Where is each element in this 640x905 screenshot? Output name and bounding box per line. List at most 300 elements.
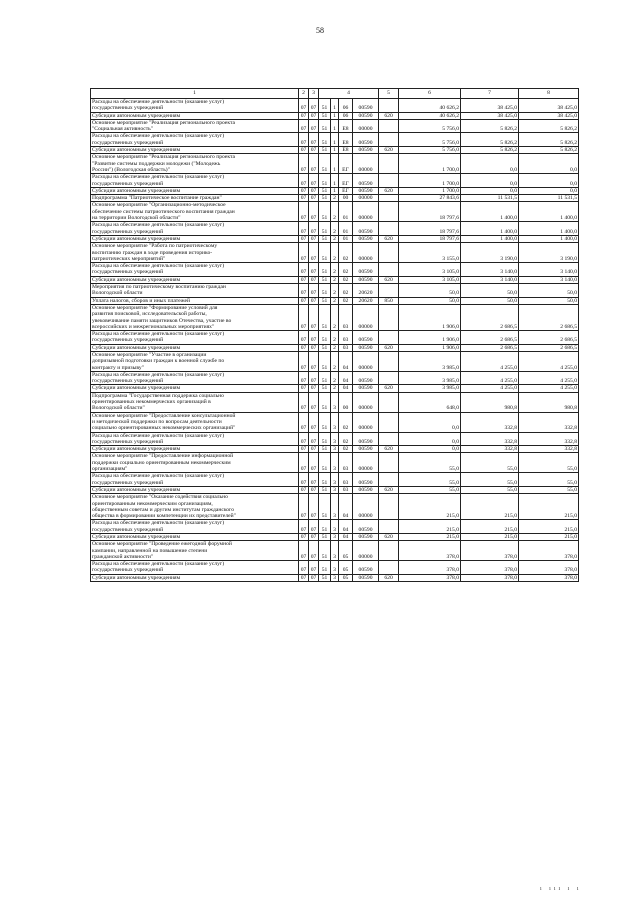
program-code-cell: 51 (319, 263, 331, 277)
amount-col-7-cell: 50,0 (461, 297, 519, 304)
expense-type-cell (379, 331, 399, 345)
section-code-cell: 07 (299, 304, 309, 330)
amount-col-8-cell: 11 531,5 (519, 195, 579, 202)
subsection-code-cell: 07 (309, 385, 319, 392)
section-code-cell: 07 (299, 284, 309, 298)
subprogram-code-cell: 3 (331, 473, 339, 487)
direction-code-cell: 00000 (353, 119, 379, 133)
header-col-5: 5 (379, 89, 399, 99)
subprogram-code-cell: 2 (331, 276, 339, 283)
subsection-code-cell: 07 (309, 331, 319, 345)
direction-code-cell: 00000 (353, 351, 379, 371)
amount-col-7-cell: 38 425,0 (461, 112, 519, 119)
section-code-cell: 07 (299, 392, 309, 412)
expense-type-cell (379, 154, 399, 174)
expense-type-cell: 850 (379, 297, 399, 304)
row-name-cell: Основное мероприятие "Организационно-методическое обеспечение системы патриотического воспитания граждан на территории Вологодской области" (91, 202, 299, 222)
expense-type-cell (379, 541, 399, 561)
header-col-4: 4 (319, 89, 379, 99)
table-row (91, 112, 579, 119)
table-row (91, 147, 579, 154)
amount-col-8-cell: 5 826,2 (519, 147, 579, 154)
program-code-cell: 51 (319, 174, 331, 188)
program-code-cell: 51 (319, 473, 331, 487)
activity-code-cell: 01 (339, 202, 353, 222)
program-code-cell: 51 (319, 297, 331, 304)
table-row (91, 541, 579, 561)
direction-code-cell: 00590 (353, 147, 379, 154)
direction-code-cell: 00590 (353, 187, 379, 194)
amount-col-7-cell: 332,8 (461, 446, 519, 453)
expense-type-cell (379, 304, 399, 330)
expense-type-cell (379, 412, 399, 432)
amount-col-8-cell: 378,0 (519, 561, 579, 575)
activity-code-cell: 01 (339, 222, 353, 236)
amount-col-8-cell: 4 255,0 (519, 385, 579, 392)
amount-col-7-cell: 0,0 (461, 187, 519, 194)
subsection-code-cell: 07 (309, 202, 319, 222)
expense-type-cell (379, 371, 399, 385)
program-code-cell: 51 (319, 574, 331, 581)
amount-col-6-cell: 0,0 (399, 432, 461, 446)
amount-col-6-cell: 1 906,0 (399, 304, 461, 330)
row-name-cell: Субсидии автономным учреждениям (91, 276, 299, 283)
subsection-code-cell: 07 (309, 453, 319, 473)
amount-col-8-cell: 215,0 (519, 534, 579, 541)
section-code-cell: 07 (299, 276, 309, 283)
amount-col-8-cell: 3 140,0 (519, 276, 579, 283)
program-code-cell: 51 (319, 195, 331, 202)
table-row (91, 561, 579, 575)
section-code-cell: 07 (299, 119, 309, 133)
amount-col-6-cell: 215,0 (399, 520, 461, 534)
header-col-2: 2 (299, 89, 309, 99)
table-row (91, 235, 579, 242)
program-code-cell: 51 (319, 371, 331, 385)
row-name-cell: Расходы на обеспечение деятельности (оказание услуг) государственных учреждений (91, 331, 299, 345)
amount-col-6-cell: 3 985,0 (399, 351, 461, 371)
amount-col-6-cell: 50,0 (399, 297, 461, 304)
subprogram-code-cell: 2 (331, 331, 339, 345)
subsection-code-cell: 07 (309, 284, 319, 298)
row-name-cell: Расходы на обеспечение деятельности (оказание услуг) государственных учреждений (91, 473, 299, 487)
amount-col-8-cell: 2 686,5 (519, 331, 579, 345)
amount-col-8-cell: 50,0 (519, 297, 579, 304)
amount-col-7-cell: 215,0 (461, 494, 519, 520)
amount-col-8-cell: 55,0 (519, 453, 579, 473)
page-number: 58 (316, 26, 324, 35)
subsection-code-cell: 07 (309, 304, 319, 330)
amount-col-7-cell: 55,0 (461, 453, 519, 473)
header-col-8: 8 (519, 89, 579, 99)
direction-code-cell: 20620 (353, 284, 379, 298)
header-col-3: 3 (309, 89, 319, 99)
table-row (91, 486, 579, 493)
subprogram-code-cell: 1 (331, 119, 339, 133)
direction-code-cell: 00590 (353, 446, 379, 453)
row-name-cell: Расходы на обеспечение деятельности (оказание услуг) государственных учреждений (91, 520, 299, 534)
program-code-cell: 51 (319, 112, 331, 119)
amount-col-7-cell: 1 400,0 (461, 222, 519, 236)
amount-col-7-cell: 3 190,0 (461, 243, 519, 263)
program-code-cell: 51 (319, 331, 331, 345)
subprogram-code-cell: 2 (331, 304, 339, 330)
subsection-code-cell: 07 (309, 154, 319, 174)
row-name-cell: Субсидии автономным учреждениям (91, 235, 299, 242)
section-code-cell: 07 (299, 174, 309, 188)
amount-col-6-cell: 1 906,0 (399, 344, 461, 351)
amount-col-7-cell: 980,8 (461, 392, 519, 412)
direction-code-cell: 00590 (353, 574, 379, 581)
direction-code-cell: 00590 (353, 520, 379, 534)
program-code-cell: 51 (319, 432, 331, 446)
program-code-cell: 51 (319, 385, 331, 392)
section-code-cell: 07 (299, 263, 309, 277)
expense-type-cell (379, 351, 399, 371)
row-name-cell: Субсидии автономным учреждениям (91, 147, 299, 154)
row-name-cell: Подпрограмма "Государственная поддержка социально ориентированных некоммерческих организаций в Вологодской области" (91, 392, 299, 412)
amount-col-6-cell: 18 797,6 (399, 235, 461, 242)
amount-col-6-cell: 3 985,0 (399, 371, 461, 385)
amount-col-8-cell: 332,8 (519, 412, 579, 432)
subprogram-code-cell: 1 (331, 174, 339, 188)
amount-col-6-cell: 40 626,2 (399, 112, 461, 119)
row-name-cell: Мероприятия по патриотическому воспитанию граждан Вологодской области (91, 284, 299, 298)
amount-col-6-cell: 215,0 (399, 494, 461, 520)
amount-col-8-cell: 215,0 (519, 520, 579, 534)
amount-col-8-cell: 2 686,5 (519, 344, 579, 351)
amount-col-7-cell: 11 531,5 (461, 195, 519, 202)
subprogram-code-cell: 3 (331, 486, 339, 493)
activity-code-cell: 03 (339, 344, 353, 351)
activity-code-cell: 04 (339, 351, 353, 371)
program-code-cell: 51 (319, 520, 331, 534)
activity-code-cell: 02 (339, 446, 353, 453)
amount-col-8-cell: 1 400,0 (519, 235, 579, 242)
expense-type-cell: 620 (379, 446, 399, 453)
direction-code-cell: 00590 (353, 534, 379, 541)
table-row (91, 574, 579, 581)
expense-type-cell: 620 (379, 385, 399, 392)
amount-col-7-cell: 3 140,0 (461, 263, 519, 277)
amount-col-6-cell: 3 155,0 (399, 243, 461, 263)
table-row (91, 174, 579, 188)
activity-code-cell: 05 (339, 541, 353, 561)
amount-col-7-cell: 0,0 (461, 154, 519, 174)
amount-col-7-cell: 5 826,2 (461, 119, 519, 133)
expense-type-cell: 620 (379, 344, 399, 351)
direction-code-cell: 00590 (353, 174, 379, 188)
section-code-cell: 07 (299, 574, 309, 581)
amount-col-8-cell: 55,0 (519, 486, 579, 493)
direction-code-cell: 00590 (353, 99, 379, 113)
activity-code-cell: 02 (339, 243, 353, 263)
table-row (91, 520, 579, 534)
activity-code-cell: 02 (339, 276, 353, 283)
amount-col-7-cell: 55,0 (461, 473, 519, 487)
subsection-code-cell: 07 (309, 574, 319, 581)
activity-code-cell: 02 (339, 263, 353, 277)
subprogram-code-cell: 2 (331, 263, 339, 277)
amount-col-8-cell: 1 400,0 (519, 222, 579, 236)
direction-code-cell: 00590 (353, 112, 379, 119)
amount-col-6-cell: 18 797,6 (399, 222, 461, 236)
subsection-code-cell: 07 (309, 561, 319, 575)
expense-type-cell (379, 494, 399, 520)
subsection-code-cell: 07 (309, 119, 319, 133)
expense-type-cell (379, 243, 399, 263)
program-code-cell: 51 (319, 276, 331, 283)
row-name-cell: Расходы на обеспечение деятельности (оказание услуг) государственных учреждений (91, 263, 299, 277)
table-row (91, 154, 579, 174)
amount-col-6-cell: 55,0 (399, 453, 461, 473)
direction-code-cell: 00000 (353, 304, 379, 330)
expense-type-cell: 620 (379, 574, 399, 581)
amount-col-8-cell: 3 140,0 (519, 263, 579, 277)
program-code-cell: 51 (319, 243, 331, 263)
amount-col-6-cell: 648,0 (399, 392, 461, 412)
amount-col-6-cell: 3 105,0 (399, 263, 461, 277)
amount-col-7-cell: 2 686,5 (461, 344, 519, 351)
subprogram-code-cell: 3 (331, 494, 339, 520)
subprogram-code-cell: 3 (331, 446, 339, 453)
expense-type-cell: 620 (379, 276, 399, 283)
program-code-cell: 51 (319, 187, 331, 194)
program-code-cell: 51 (319, 392, 331, 412)
amount-col-6-cell: 3 105,0 (399, 276, 461, 283)
row-name-cell: Субсидии автономным учреждениям (91, 574, 299, 581)
subsection-code-cell: 07 (309, 541, 319, 561)
subsection-code-cell: 07 (309, 371, 319, 385)
amount-col-7-cell: 215,0 (461, 520, 519, 534)
expense-type-cell (379, 195, 399, 202)
expense-type-cell (379, 119, 399, 133)
table-header-row (91, 89, 579, 99)
section-code-cell: 07 (299, 520, 309, 534)
table-row (91, 263, 579, 277)
subprogram-code-cell: 3 (331, 520, 339, 534)
direction-code-cell: 00590 (353, 486, 379, 493)
direction-code-cell: 00590 (353, 432, 379, 446)
subsection-code-cell: 07 (309, 432, 319, 446)
subsection-code-cell: 07 (309, 147, 319, 154)
subsection-code-cell: 07 (309, 297, 319, 304)
subprogram-code-cell: 3 (331, 453, 339, 473)
subsection-code-cell: 07 (309, 263, 319, 277)
direction-code-cell: 00590 (353, 276, 379, 283)
direction-code-cell: 00590 (353, 133, 379, 147)
program-code-cell: 51 (319, 412, 331, 432)
program-code-cell: 51 (319, 154, 331, 174)
amount-col-6-cell: 3 985,0 (399, 385, 461, 392)
expense-type-cell (379, 561, 399, 575)
program-code-cell: 51 (319, 494, 331, 520)
section-code-cell: 07 (299, 412, 309, 432)
activity-code-cell: 05 (339, 561, 353, 575)
expense-type-cell (379, 473, 399, 487)
section-code-cell: 07 (299, 371, 309, 385)
amount-col-8-cell: 4 255,0 (519, 371, 579, 385)
activity-code-cell: 02 (339, 284, 353, 298)
subprogram-code-cell: 3 (331, 432, 339, 446)
activity-code-cell: 03 (339, 486, 353, 493)
amount-col-8-cell: 5 826,2 (519, 119, 579, 133)
expense-type-cell: 620 (379, 147, 399, 154)
amount-col-7-cell: 215,0 (461, 534, 519, 541)
section-code-cell: 07 (299, 235, 309, 242)
row-name-cell: Основное мероприятие "Участие в организации допризывной подготовки граждан к военной службе по контракту и призыву" (91, 351, 299, 371)
direction-code-cell: 00590 (353, 331, 379, 345)
subprogram-code-cell: 1 (331, 99, 339, 113)
amount-col-7-cell: 3 140,0 (461, 276, 519, 283)
section-code-cell: 07 (299, 222, 309, 236)
amount-col-7-cell: 332,8 (461, 432, 519, 446)
activity-code-cell: 03 (339, 304, 353, 330)
direction-code-cell: 00590 (353, 385, 379, 392)
activity-code-cell: 05 (339, 574, 353, 581)
subprogram-code-cell: 1 (331, 187, 339, 194)
amount-col-7-cell: 5 826,2 (461, 133, 519, 147)
row-name-cell: Основное мероприятие "Реализация регионального проекта "Социальная активность" (91, 119, 299, 133)
activity-code-cell: 02 (339, 432, 353, 446)
subsection-code-cell: 07 (309, 412, 319, 432)
amount-col-6-cell: 55,0 (399, 473, 461, 487)
activity-code-cell: 00 (339, 392, 353, 412)
subsection-code-cell: 07 (309, 534, 319, 541)
direction-code-cell: 00000 (353, 392, 379, 412)
amount-col-8-cell: 0,0 (519, 154, 579, 174)
activity-code-cell: 06 (339, 99, 353, 113)
row-name-cell: Субсидии автономным учреждениям (91, 446, 299, 453)
table-row (91, 99, 579, 113)
direction-code-cell: 00590 (353, 371, 379, 385)
amount-col-7-cell: 1 400,0 (461, 235, 519, 242)
table-row (91, 446, 579, 453)
amount-col-7-cell: 38 425,0 (461, 99, 519, 113)
amount-col-8-cell: 332,8 (519, 446, 579, 453)
row-name-cell: Основное мероприятие "Предоставление консультационной и методической поддержки по вопросам деятельности социально ориентированных некоммерческих организаций" (91, 412, 299, 432)
subsection-code-cell: 07 (309, 520, 319, 534)
row-name-cell: Основное мероприятие "Формирование условий для развития поисковой, исследовательской работы, увековечивание памяти защитников Отечества, участие во всероссийских и межрегиональных мероприятиях" (91, 304, 299, 330)
amount-col-7-cell: 2 686,5 (461, 331, 519, 345)
expense-type-cell (379, 520, 399, 534)
subsection-code-cell: 07 (309, 486, 319, 493)
activity-code-cell: ЕГ (339, 174, 353, 188)
program-code-cell: 51 (319, 541, 331, 561)
expense-type-cell (379, 453, 399, 473)
amount-col-6-cell: 0,0 (399, 446, 461, 453)
subprogram-code-cell: 3 (331, 541, 339, 561)
program-code-cell: 51 (319, 99, 331, 113)
subprogram-code-cell: 2 (331, 297, 339, 304)
budget-table (90, 88, 579, 582)
row-name-cell: Основное мероприятие "Реализация регионального проекта "Развитие системы поддержки молодежи ("Молодежь России") (Вологодская область)" (91, 154, 299, 174)
amount-col-7-cell: 0,0 (461, 174, 519, 188)
amount-col-6-cell: 5 756,0 (399, 119, 461, 133)
activity-code-cell: ЕГ (339, 187, 353, 194)
program-code-cell: 51 (319, 561, 331, 575)
activity-code-cell: 02 (339, 412, 353, 432)
header-col-7: 7 (461, 89, 519, 99)
subsection-code-cell: 07 (309, 235, 319, 242)
direction-code-cell: 00590 (353, 473, 379, 487)
section-code-cell: 07 (299, 473, 309, 487)
section-code-cell: 07 (299, 195, 309, 202)
row-name-cell: Расходы на обеспечение деятельности (оказание услуг) государственных учреждений (91, 371, 299, 385)
direction-code-cell: 00000 (353, 494, 379, 520)
amount-col-8-cell: 0,0 (519, 174, 579, 188)
expense-type-cell (379, 392, 399, 412)
subprogram-code-cell: 2 (331, 195, 339, 202)
row-name-cell: Расходы на обеспечение деятельности (оказание услуг) государственных учреждений (91, 133, 299, 147)
amount-col-7-cell: 2 686,5 (461, 304, 519, 330)
row-name-cell: Субсидии автономным учреждениям (91, 344, 299, 351)
section-code-cell: 07 (299, 541, 309, 561)
table-row (91, 412, 579, 432)
direction-code-cell: 00590 (353, 222, 379, 236)
subprogram-code-cell: 1 (331, 147, 339, 154)
row-name-cell: Субсидии автономным учреждениям (91, 486, 299, 493)
amount-col-6-cell: 378,0 (399, 541, 461, 561)
subprogram-code-cell: 2 (331, 235, 339, 242)
row-name-cell: Субсидии автономным учреждениям (91, 187, 299, 194)
amount-col-8-cell: 2 686,5 (519, 304, 579, 330)
subsection-code-cell: 07 (309, 187, 319, 194)
table-row (91, 344, 579, 351)
table-row (91, 119, 579, 133)
amount-col-7-cell: 4 255,0 (461, 351, 519, 371)
program-code-cell: 51 (319, 235, 331, 242)
amount-col-7-cell: 378,0 (461, 574, 519, 581)
subprogram-code-cell: 1 (331, 112, 339, 119)
section-code-cell: 07 (299, 243, 309, 263)
amount-col-8-cell: 378,0 (519, 541, 579, 561)
amount-col-8-cell: 215,0 (519, 494, 579, 520)
row-name-cell: Расходы на обеспечение деятельности (оказание услуг) государственных учреждений (91, 432, 299, 446)
amount-col-8-cell: 332,8 (519, 432, 579, 446)
amount-col-7-cell: 332,8 (461, 412, 519, 432)
amount-col-8-cell: 50,0 (519, 284, 579, 298)
table-row (91, 385, 579, 392)
table-row (91, 297, 579, 304)
subprogram-code-cell: 3 (331, 412, 339, 432)
direction-code-cell: 00000 (353, 195, 379, 202)
direction-code-cell: 00000 (353, 154, 379, 174)
direction-code-cell: 00000 (353, 243, 379, 263)
amount-col-8-cell: 55,0 (519, 473, 579, 487)
amount-col-8-cell: 980,8 (519, 392, 579, 412)
table-row (91, 473, 579, 487)
program-code-cell: 51 (319, 147, 331, 154)
direction-code-cell: 00000 (353, 453, 379, 473)
direction-code-cell: 20620 (353, 297, 379, 304)
section-code-cell: 07 (299, 486, 309, 493)
section-code-cell: 07 (299, 112, 309, 119)
section-code-cell: 07 (299, 534, 309, 541)
section-code-cell: 07 (299, 385, 309, 392)
activity-code-cell: Е8 (339, 133, 353, 147)
subsection-code-cell: 07 (309, 99, 319, 113)
subprogram-code-cell: 3 (331, 561, 339, 575)
activity-code-cell: Е8 (339, 147, 353, 154)
amount-col-8-cell: 38 425,0 (519, 112, 579, 119)
subsection-code-cell: 07 (309, 446, 319, 453)
section-code-cell: 07 (299, 154, 309, 174)
table-row (91, 187, 579, 194)
amount-col-6-cell: 1 700,0 (399, 174, 461, 188)
row-name-cell: Уплата налогов, сборов и иных платежей (91, 297, 299, 304)
budget-table-container (90, 88, 578, 582)
